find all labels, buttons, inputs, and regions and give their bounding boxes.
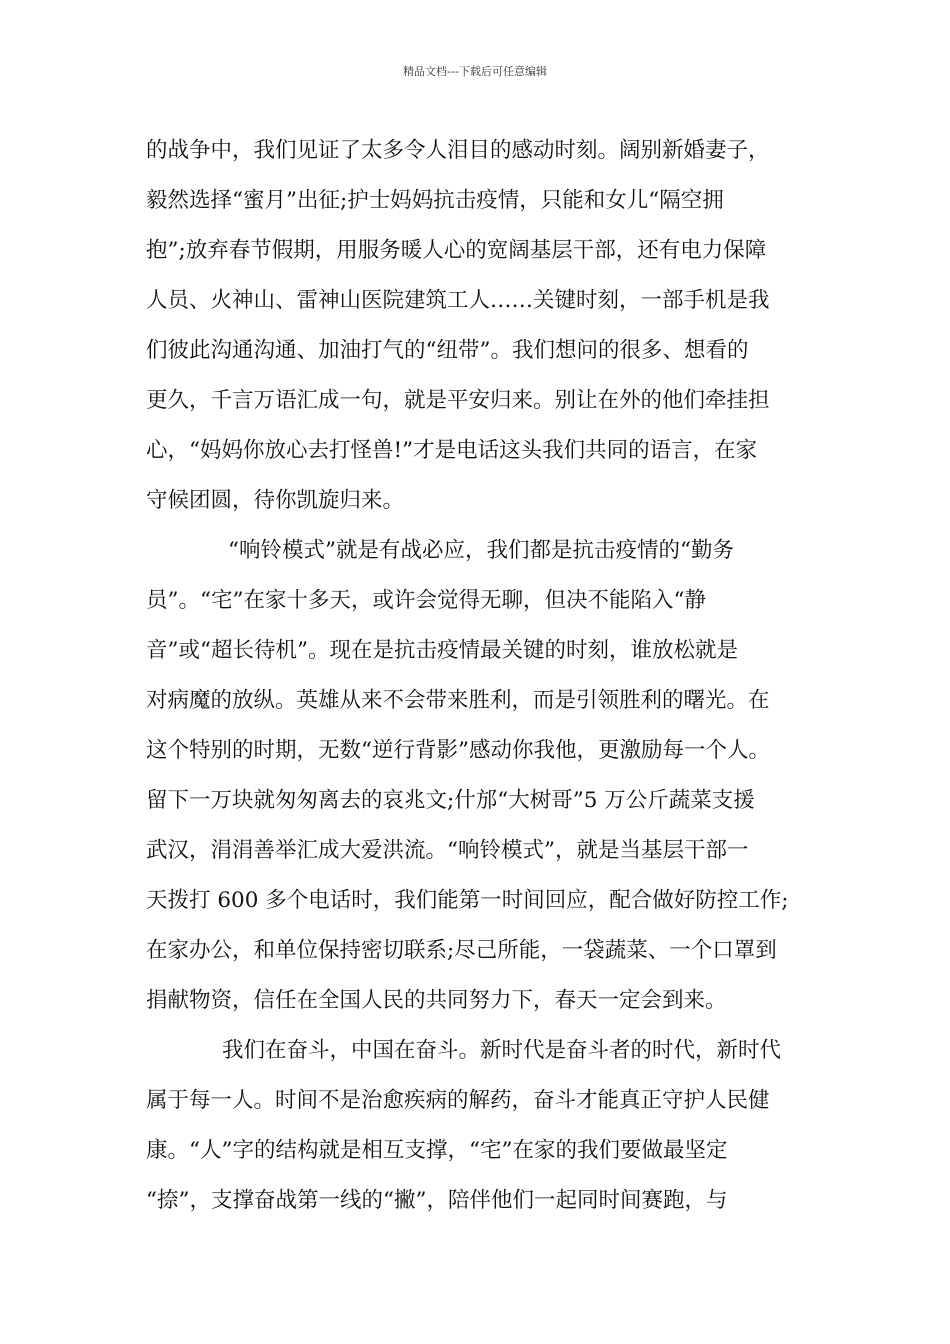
text-line: 员”。“宅”在家十多天，或许会觉得无聊，但决不能陷入“静 [146, 588, 706, 613]
paragraph-first-line: “响铃模式”就是有战必应，我们都是抗击疫情的“勤务 [228, 538, 734, 563]
document-body [146, 126, 810, 1226]
text-line: 守候团圆，待你凯旋归来。 [146, 488, 405, 513]
text-line: 毅然选择“蜜月”出征;护士妈妈抗击疫情，只能和女儿“隔空拥 [146, 188, 724, 213]
page-header: 精品文档---下载后可任意编辑 [403, 65, 547, 78]
text-line: 更久，千言万语汇成一句，就是平安归来。别让在外的他们牵挂担 [146, 388, 770, 413]
text-line: 人员、火神山、雷神山医院建筑工人……关键时刻，一部手机是我 [146, 288, 770, 313]
text-line: 抱”;放弃春节假期，用服务暖人心的宽阔基层干部，还有电力保障 [146, 238, 767, 263]
text-line: 这个特别的时期，无数“逆行背影”感动你我他，更激励每一个人。 [146, 738, 770, 763]
text-line: 的战争中，我们见证了太多令人泪目的感动时刻。阔别新婚妻子， [146, 138, 770, 163]
text-line: 音”或“超长待机”。现在是抗击疫情最关键的时刻，谁放松就是 [146, 638, 738, 663]
text-line: 在家办公，和单位保持密切联系;尽己所能，一袋蔬菜、一个口罩到 [146, 938, 777, 963]
paragraph-first-line: 我们在奋斗，中国在奋斗。新时代是奋斗者的时代，新时代 [222, 1038, 782, 1063]
text-line: 康。“人”字的结构就是相互支撑，“宅”在家的我们要做最坚定 [146, 1138, 728, 1163]
text-line: 对病魔的放纵。英雄从来不会带来胜利，而是引领胜利的曙光。在 [146, 688, 770, 713]
text-line: 属于每一人。时间不是治愈疾病的解药，奋斗才能真正守护人民健 [146, 1088, 770, 1113]
text-line: 捐献物资，信任在全国人民的共同努力下，春天一定会到来。 [146, 988, 727, 1013]
text-line: “捺”，支撑奋战第一线的“撇”，陪伴他们一起同时间赛跑，与 [146, 1188, 728, 1213]
text-line: 天拨打 600 多个电话时，我们能第一时间回应，配合做好防控工作; [146, 888, 789, 913]
text-line: 留下一万块就匆匆离去的哀兆文;什邡“大树哥”5 万公斤蔬菜支援 [146, 788, 755, 813]
text-line: 武汉，涓涓善举汇成大爱洪流。“响铃模式”，就是当基层干部一 [146, 838, 749, 863]
text-line: 心，“妈妈你放心去打怪兽!”才是电话这头我们共同的语言，在家 [146, 438, 758, 463]
text-line: 们彼此沟通沟通、加油打气的“纽带”。我们想问的很多、想看的 [146, 338, 749, 363]
